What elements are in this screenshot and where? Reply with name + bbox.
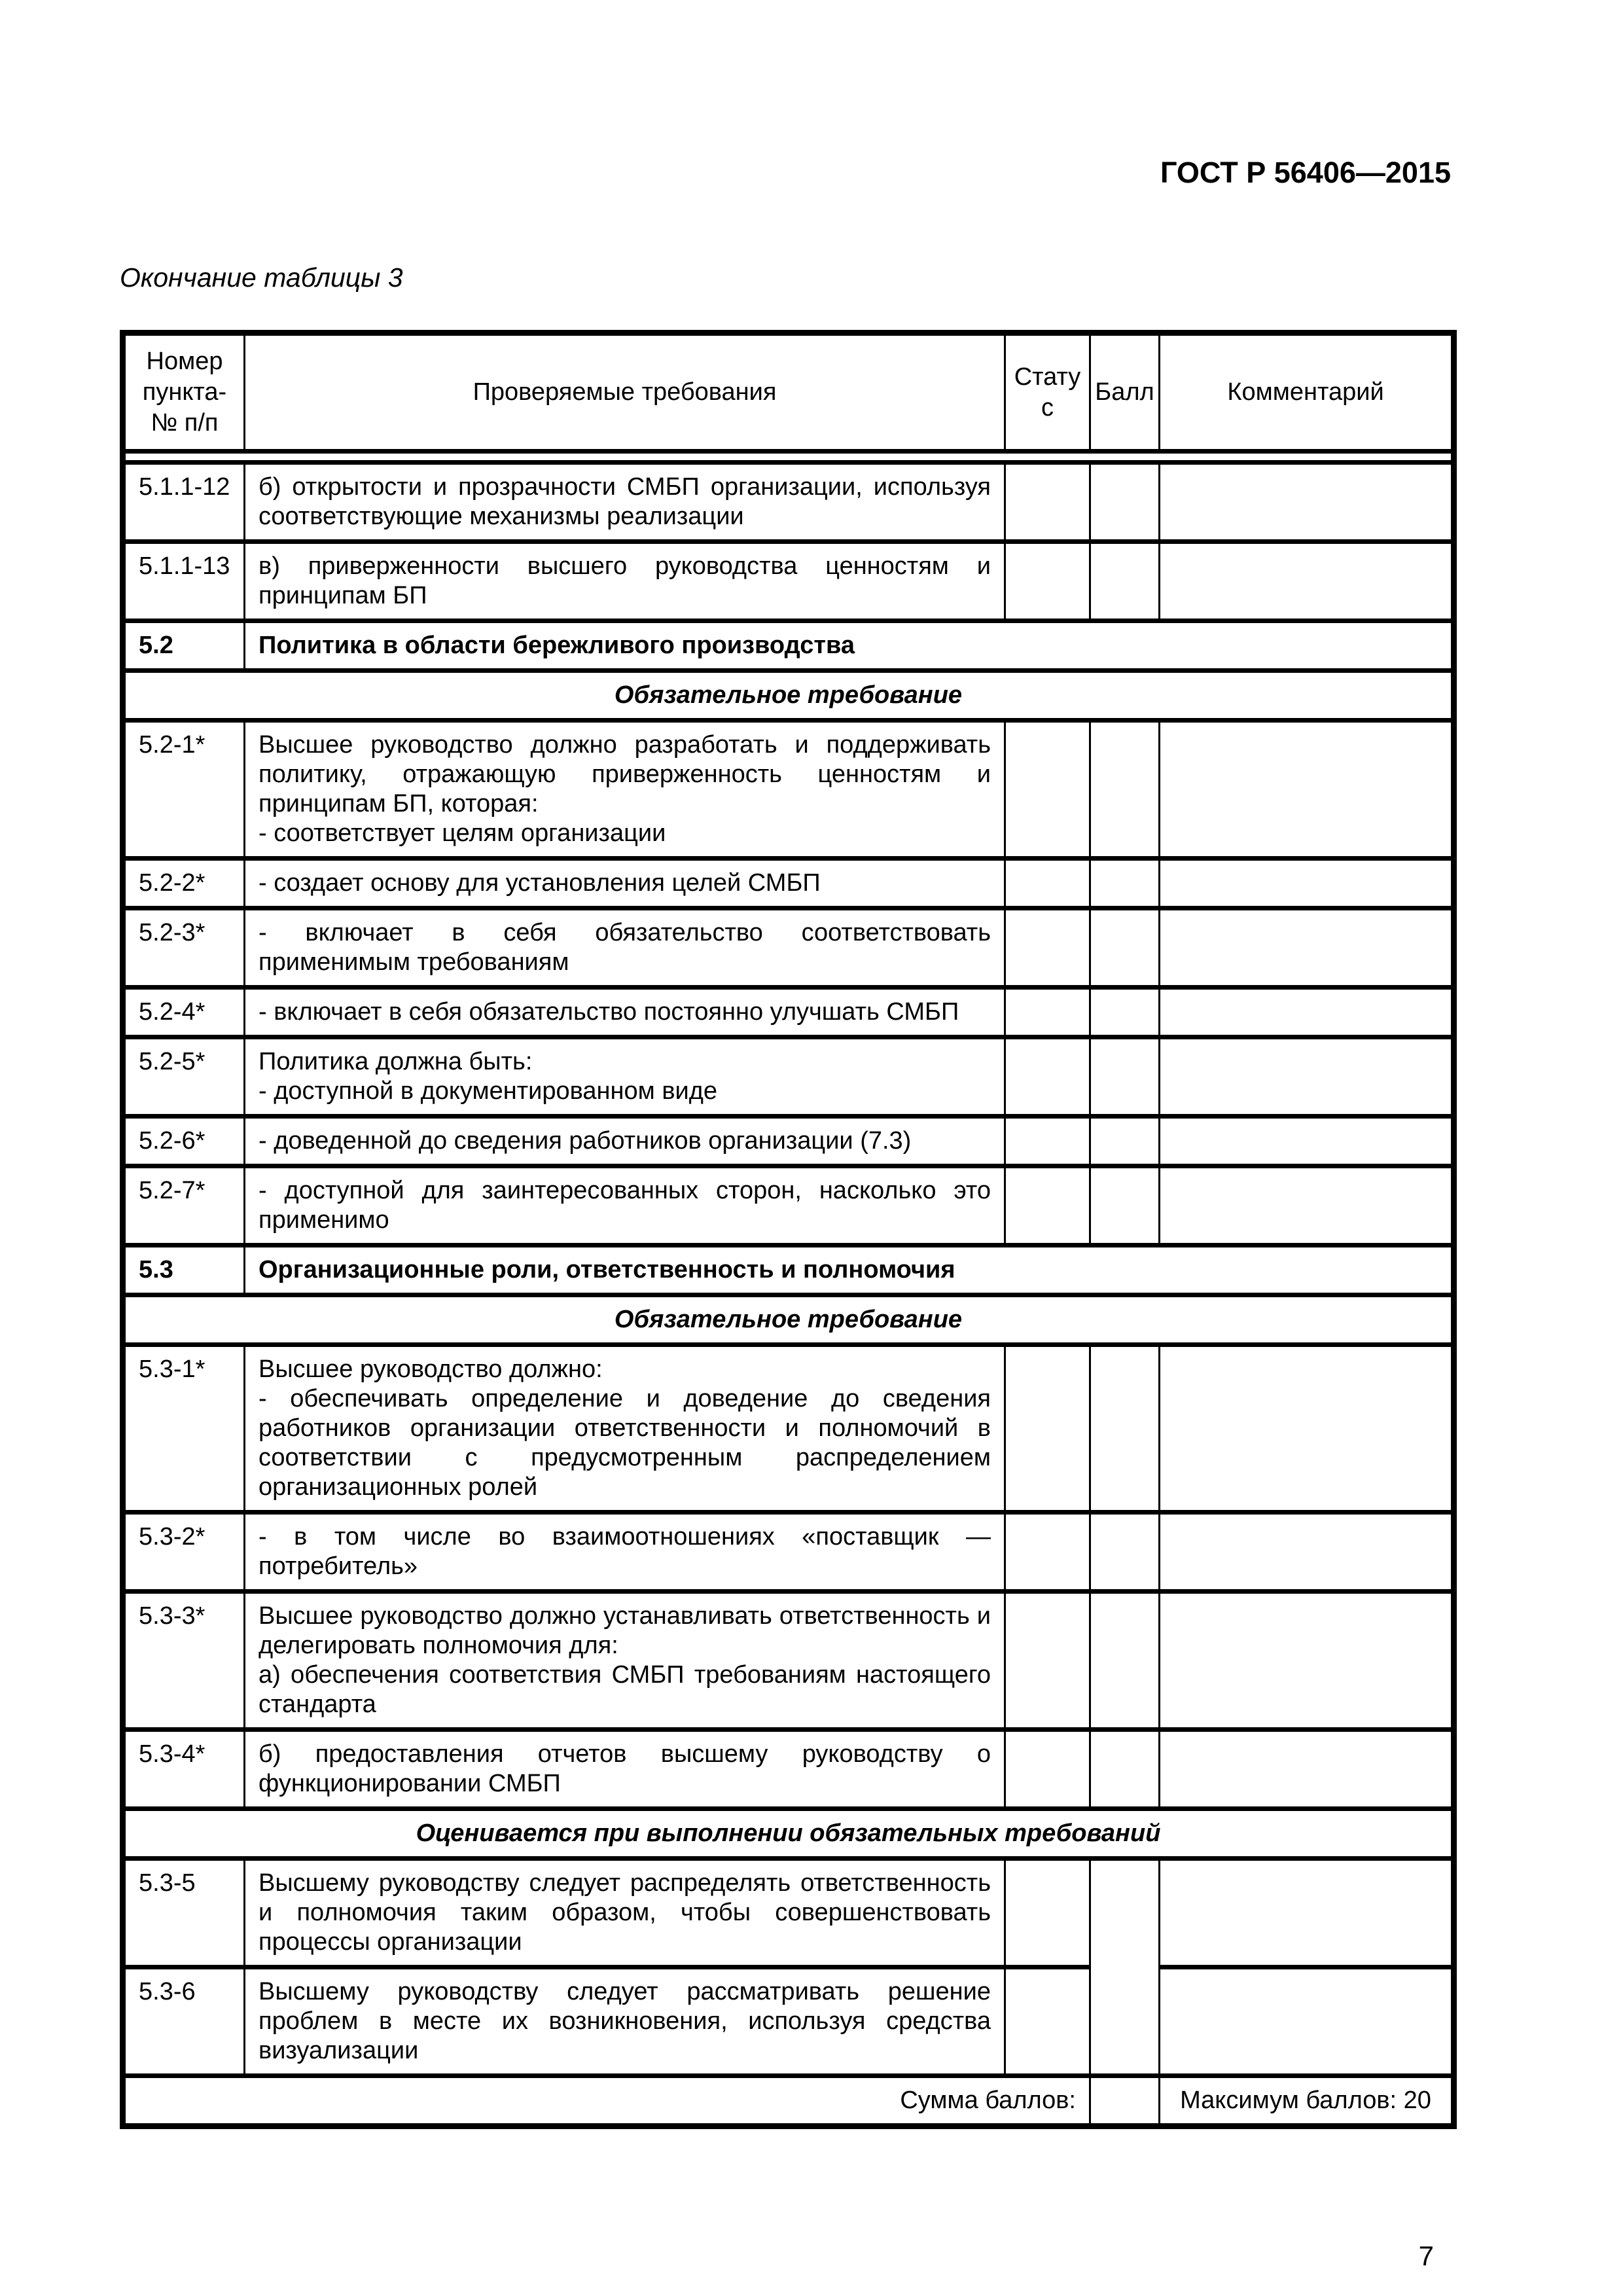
status-cell xyxy=(1005,1513,1090,1592)
score-cell xyxy=(1090,908,1160,988)
row-number: 5.3-1* xyxy=(123,1345,245,1513)
status-cell xyxy=(1005,1967,1090,2076)
comment-cell xyxy=(1160,1513,1454,1592)
score-cell xyxy=(1090,988,1160,1037)
requirement-text: - доведенной до сведения работников организации (7.3) xyxy=(259,1127,912,1155)
row-requirement xyxy=(245,1037,1005,1117)
status-cell xyxy=(1005,1730,1090,1809)
score-cell xyxy=(1090,463,1160,542)
requirement-text: а) обеспечения соответствия СМБП требованиям настоящего стандарта xyxy=(259,1661,991,1718)
col-header-number: Номер пункта- № п/п xyxy=(123,333,245,452)
row-requirement xyxy=(245,721,1005,859)
score-cell xyxy=(1090,1513,1160,1592)
status-cell xyxy=(1005,908,1090,988)
row-requirement xyxy=(245,1166,1005,1246)
table-row xyxy=(123,1166,1454,1246)
sum-score-cell xyxy=(1090,2076,1160,2126)
span-row xyxy=(123,1809,1454,1859)
section-number: 5.3 xyxy=(123,1246,245,1295)
score-cell xyxy=(1090,1117,1160,1166)
comment-cell xyxy=(1160,908,1454,988)
table-row xyxy=(123,721,1454,859)
requirement-text: Высшее руководство должно устанавливать ответственность и делегировать полномочия для: xyxy=(259,1602,991,1659)
status-cell xyxy=(1005,988,1090,1037)
section-title: Политика в области бережливого производства xyxy=(245,621,1454,671)
score-cell xyxy=(1090,1730,1160,1809)
requirement-text: Высшему руководству следует распределять ответственность и полномочия таким образом, чтобы совершенствовать процессы организации xyxy=(259,1869,991,1956)
comment-cell xyxy=(1160,463,1454,542)
row-number: 5.2-6* xyxy=(123,1117,245,1166)
sum-of-points-label: Сумма баллов: xyxy=(123,2076,1090,2126)
table-row xyxy=(123,1513,1454,1592)
row-number: 5.1.1-12 xyxy=(123,463,245,542)
section-row xyxy=(123,1246,1454,1295)
row-requirement xyxy=(245,1730,1005,1809)
requirement-text: Высшему руководству следует рассматривать решение проблем в месте их возникновения, используя средства визуализации xyxy=(259,1978,991,2064)
table-row xyxy=(123,542,1454,621)
table-row xyxy=(123,463,1454,542)
status-cell xyxy=(1005,859,1090,908)
table-row xyxy=(123,908,1454,988)
row-number: 5.3-6 xyxy=(123,1967,245,2076)
requirement-text: Политика должна быть: xyxy=(259,1048,533,1075)
requirement-text: - включает в себя обязательство постоянно улучшать СМБП xyxy=(259,998,959,1026)
requirement-text: Высшее руководство должно разработать и поддерживать политику, отражающую приверженность ценностям и принципам БП, которая: xyxy=(259,731,991,817)
table-row xyxy=(123,1859,1454,1967)
score-cell xyxy=(1090,721,1160,859)
score-cell xyxy=(1090,542,1160,621)
mandatory-requirement-label: Обязательное требование xyxy=(123,1295,1454,1345)
comment-cell xyxy=(1160,1117,1454,1166)
row-requirement xyxy=(245,988,1005,1037)
score-cell xyxy=(1090,1037,1160,1117)
table-row xyxy=(123,988,1454,1037)
row-number: 5.3-2* xyxy=(123,1513,245,1592)
status-cell xyxy=(1005,1166,1090,1246)
section-number: 5.2 xyxy=(123,621,245,671)
score-cell xyxy=(1090,1592,1160,1730)
page-content xyxy=(120,0,1451,2272)
row-requirement xyxy=(245,1345,1005,1513)
table-header-row xyxy=(123,333,1454,452)
table-row xyxy=(123,859,1454,908)
row-requirement xyxy=(245,542,1005,621)
requirement-text: б) открытости и прозрачности СМБП организации, используя соответствующие механизмы реализации xyxy=(259,473,991,530)
status-cell xyxy=(1005,1345,1090,1513)
comment-cell xyxy=(1160,1592,1454,1730)
table-row xyxy=(123,1117,1454,1166)
requirement-text: - включает в себя обязательство соответствовать применимым требованиям xyxy=(259,919,991,976)
score-cell-merged xyxy=(1090,1859,1160,2076)
comment-cell xyxy=(1160,1730,1454,1809)
evaluated-if-mandatory-label: Оценивается при выполнении обязательных требований xyxy=(123,1809,1454,1859)
comment-cell xyxy=(1160,1967,1454,2076)
table-row xyxy=(123,1345,1454,1513)
span-row xyxy=(123,1295,1454,1345)
row-requirement xyxy=(245,463,1005,542)
comment-cell xyxy=(1160,988,1454,1037)
row-requirement xyxy=(245,859,1005,908)
status-cell xyxy=(1005,1859,1090,1967)
requirement-text: б) предоставления отчетов высшему руководству о функционировании СМБП xyxy=(259,1740,991,1797)
row-requirement xyxy=(245,908,1005,988)
page-number: 7 xyxy=(1418,2240,1434,2271)
row-number: 5.2-7* xyxy=(123,1166,245,1246)
col-header-score: Балл xyxy=(1090,333,1160,452)
comment-cell xyxy=(1160,859,1454,908)
row-requirement xyxy=(245,1859,1005,1967)
table-row xyxy=(123,1592,1454,1730)
header-double-rule xyxy=(123,452,1454,463)
score-cell xyxy=(1090,1345,1160,1513)
comment-cell xyxy=(1160,542,1454,621)
table-row xyxy=(123,1730,1454,1809)
section-title: Организационные роли, ответственность и полномочия xyxy=(245,1246,1454,1295)
span-row xyxy=(123,671,1454,721)
comment-cell xyxy=(1160,721,1454,859)
requirement-text: - создает основу для установления целей СМБП xyxy=(259,869,821,897)
score-cell xyxy=(1090,1166,1160,1246)
row-number: 5.2-2* xyxy=(123,859,245,908)
comment-cell xyxy=(1160,1037,1454,1117)
status-cell xyxy=(1005,463,1090,542)
requirement-text: - доступной для заинтересованных сторон, насколько это применимо xyxy=(259,1177,991,1234)
row-number: 5.2-3* xyxy=(123,908,245,988)
section-row xyxy=(123,621,1454,671)
totals-row xyxy=(123,2076,1454,2126)
requirement-text: - обеспечивать определение и доведение до сведения работников организации ответственности и полномочий в соответствии с предусмотренным распределением организационных ролей xyxy=(259,1385,991,1501)
comment-cell xyxy=(1160,1859,1454,1967)
max-points-label: Максимум баллов: 20 xyxy=(1160,2076,1454,2126)
table-row xyxy=(123,1967,1454,2076)
doc-code-header: ГОСТ Р 56406—2015 xyxy=(1160,156,1451,189)
row-requirement xyxy=(245,1117,1005,1166)
row-number: 5.3-4* xyxy=(123,1730,245,1809)
row-number: 5.3-3* xyxy=(123,1592,245,1730)
requirement-text: в) приверженности высшего руководства ценностям и принципам БП xyxy=(259,552,991,609)
row-number: 5.2-1* xyxy=(123,721,245,859)
requirement-text: - доступной в документированном виде xyxy=(259,1077,718,1105)
table-row xyxy=(123,1037,1454,1117)
status-cell xyxy=(1005,1117,1090,1166)
row-requirement xyxy=(245,1592,1005,1730)
double-rule-gap xyxy=(123,452,1454,463)
status-cell xyxy=(1005,721,1090,859)
comment-cell xyxy=(1160,1166,1454,1246)
col-header-comment: Комментарий xyxy=(1160,333,1454,452)
requirement-text: - в том числе во взаимоотношениях «поставщик — потребитель» xyxy=(259,1523,991,1580)
requirements-table xyxy=(120,330,1457,2129)
mandatory-requirement-label: Обязательное требование xyxy=(123,671,1454,721)
table-caption: Окончание таблицы 3 xyxy=(120,262,403,293)
status-cell xyxy=(1005,1037,1090,1117)
row-number: 5.2-5* xyxy=(123,1037,245,1117)
requirement-text: - соответствует целям организации xyxy=(259,819,666,847)
requirement-text: Высшее руководство должно: xyxy=(259,1355,603,1383)
row-requirement xyxy=(245,1967,1005,2076)
status-cell xyxy=(1005,542,1090,621)
col-header-status: Статус xyxy=(1005,333,1090,452)
row-number: 5.1.1-13 xyxy=(123,542,245,621)
row-number: 5.2-4* xyxy=(123,988,245,1037)
status-cell xyxy=(1005,1592,1090,1730)
comment-cell xyxy=(1160,1345,1454,1513)
row-requirement xyxy=(245,1513,1005,1592)
row-number: 5.3-5 xyxy=(123,1859,245,1967)
score-cell xyxy=(1090,859,1160,908)
col-header-requirements: Проверяемые требования xyxy=(245,333,1005,452)
